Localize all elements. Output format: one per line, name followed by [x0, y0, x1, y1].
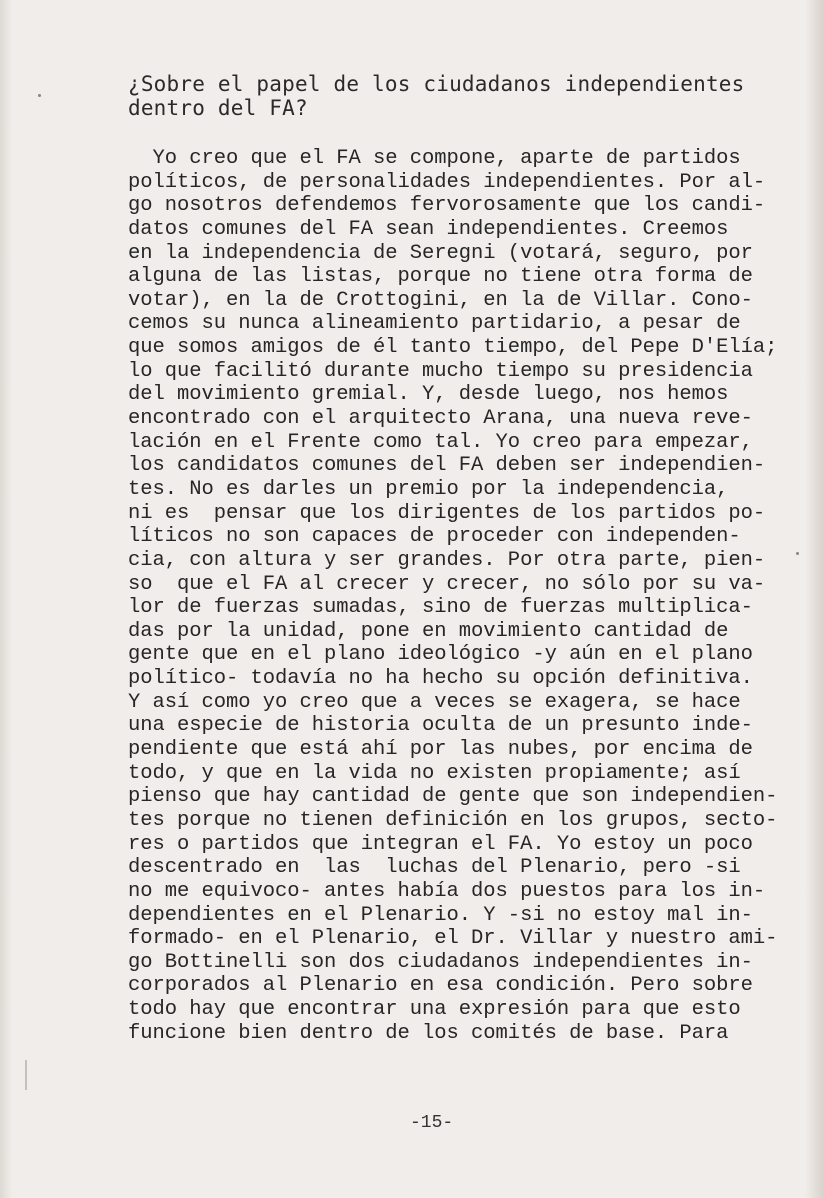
body-line: formado- en el Plenario, el Dr. Villar y nuestro ami-	[128, 927, 778, 951]
paper-speck	[38, 94, 41, 97]
paper-mark	[25, 1060, 27, 1090]
body-line: encontrado con el arquitecto Arana, una nueva reve-	[128, 407, 753, 431]
body-line: lor de fuerzas sumadas, sino de fuerzas multiplica-	[128, 596, 753, 620]
body-line: pendiente que está ahí por las nubes, por encima de	[128, 738, 753, 762]
body-line: los candidatos comunes del FA deben ser independien-	[128, 454, 766, 478]
body-paragraph	[128, 147, 778, 1045]
body-line: líticos no son capaces de proceder con independen-	[128, 525, 741, 549]
body-line: que somos amigos de él tanto tiempo, del Pepe D'Elía;	[128, 336, 778, 360]
body-line: ni es pensar que los dirigentes de los partidos po-	[128, 501, 766, 525]
body-line: alguna de las listas, porque no tiene otra forma de	[128, 265, 753, 289]
body-line: una especie de historia oculta de un presunto inde-	[128, 714, 753, 738]
page-edge-shadow-right	[805, 0, 823, 1198]
heading-line-1: ¿Sobre el papel de los ciudadanos independientes	[128, 72, 745, 96]
body-line: dependientes en el Plenario. Y -si no estoy mal in-	[128, 903, 753, 927]
body-line: no me equivoco- antes había dos puestos para los in-	[128, 879, 766, 903]
body-line: go Bottinelli son dos ciudadanos independientes in-	[128, 950, 753, 974]
body-line: das por la unidad, pone en movimiento cantidad de	[128, 619, 729, 643]
body-line: go nosotros defendemos fervorosamente que los candi-	[128, 194, 766, 218]
body-line: todo, y que en la vida no existen propiamente; así	[128, 761, 741, 785]
body-line: so que el FA al crecer y crecer, no sólo por su va-	[128, 572, 766, 596]
body-line: cia, con altura y ser grandes. Por otra parte, pien-	[128, 548, 766, 572]
body-line: lación en el Frente como tal. Yo creo para empezar,	[128, 430, 753, 454]
body-line: cemos su nunca alineamiento partidario, a pesar de	[128, 312, 741, 336]
body-line: político- todavía no ha hecho su opción definitiva.	[128, 667, 753, 691]
body-line: datos comunes del FA sean independientes. Creemos	[128, 217, 729, 241]
body-line: res o partidos que integran el FA. Yo estoy un poco	[128, 832, 753, 856]
body-line: tes. No es darles un premio por la independencia,	[128, 477, 729, 501]
heading-line-2: dentro del FA?	[128, 95, 308, 120]
body-line: Y así como yo creo que a veces se exagera, se hace	[128, 690, 741, 714]
body-line: en la independencia de Seregni (votará, seguro, por	[128, 241, 753, 265]
paper-speck	[796, 552, 799, 555]
body-line: tes porque no tienen definición en los grupos, secto-	[128, 808, 778, 832]
body-line: Yo creo que el FA se compone, aparte de partidos	[128, 147, 741, 170]
body-line: gente que en el plano ideológico -y aún en el plano	[128, 643, 753, 667]
body-line: descentrado en las luchas del Plenario, pero -si	[128, 856, 741, 880]
body-line: corporados al Plenario en esa condición. Pero sobre	[128, 974, 753, 998]
page-number: -15-	[410, 1113, 454, 1133]
body-line: votar), en la de Crottogini, en la de Villar. Cono-	[128, 288, 753, 312]
body-line: funcione bien dentro de los comités de base. Para	[128, 1021, 729, 1045]
body-line: pienso que hay cantidad de gente que son independien-	[128, 785, 778, 809]
body-line: del movimiento gremial. Y, desde luego, nos hemos	[128, 383, 729, 407]
body-line: políticos, de personalidades independientes. Por al-	[128, 170, 766, 194]
section-heading	[128, 72, 748, 119]
body-line: lo que facilitó durante mucho tiempo su presidencia	[128, 359, 753, 383]
page-edge-shadow-left	[0, 0, 12, 1198]
body-line: todo hay que encontrar una expresión para que esto	[128, 998, 741, 1022]
